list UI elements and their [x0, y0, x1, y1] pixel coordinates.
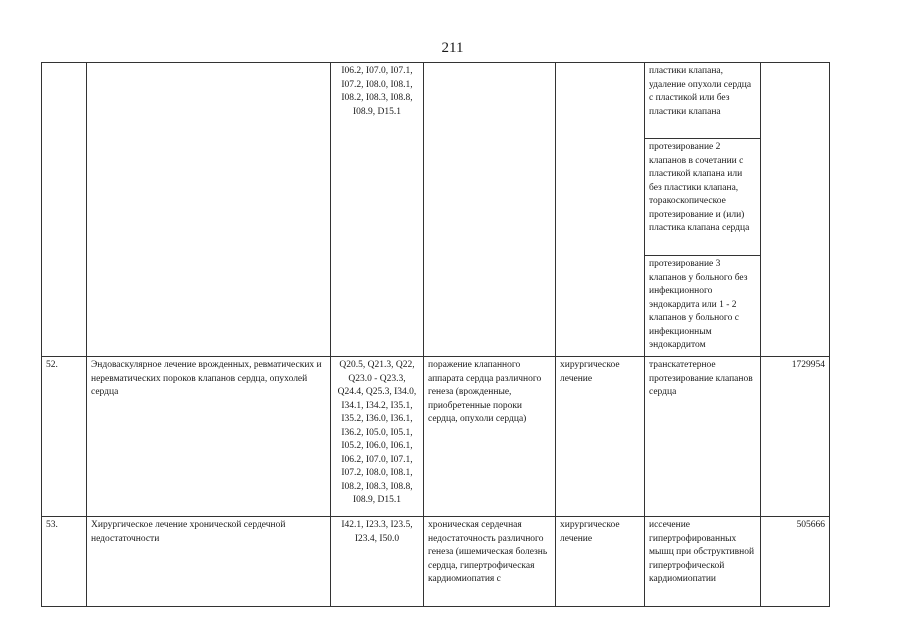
price: 505666 — [761, 517, 830, 607]
price — [761, 63, 830, 357]
care-type-name: Хирургическое лечение хронической сердечной недостаточности — [87, 517, 331, 607]
row-number: 53. — [42, 517, 87, 607]
treatment-method: транскатетерное протезирование клапанов сердца — [645, 357, 761, 517]
treatment-method: протезирование 3 клапанов у больного без инфекционного эндокардита или 1 - 2 клапанов у больного с инфекционным эндокардитом — [645, 256, 761, 357]
treatment-method: иссечение гипертрофированных мышц при обструктивной гипертрофической кардиомиопатии — [645, 517, 761, 607]
treatment-type: хирургическое лечение — [556, 357, 645, 517]
patient-model — [424, 63, 556, 357]
row-number: 52. — [42, 357, 87, 517]
treatment-method: пластики клапана, удаление опухоли сердца с пластикой или без пластики клапана — [645, 63, 761, 139]
table-row — [42, 517, 830, 607]
icd-codes: I06.2, I07.0, I07.1, I07.2, I08.0, I08.1, I08.2, I08.3, I08.8, I08.9, D15.1 — [331, 63, 424, 357]
care-type-name: Эндоваскулярное лечение врожденных, ревматических и неревматических пороков клапанов сердца, опухолей сердца — [87, 357, 331, 517]
row-number — [42, 63, 87, 357]
patient-model: поражение клапанного аппарата сердца различного генеза (врожденные, приобретенные пороки сердца, опухоли сердца) — [424, 357, 556, 517]
table-row — [42, 63, 830, 139]
medical-care-table — [41, 62, 830, 607]
table-row — [42, 357, 830, 517]
treatment-method: протезирование 2 клапанов в сочетании с пластикой клапана или без пластики клапана, торакоскопическое протезирование и (или) пластика клапана сердца — [645, 139, 761, 256]
treatment-type — [556, 63, 645, 357]
care-type-name — [87, 63, 331, 357]
treatment-type: хирургическое лечение — [556, 517, 645, 607]
icd-codes: Q20.5, Q21.3, Q22, Q23.0 - Q23.3, Q24.4, Q25.3, I34.0, I34.1, I34.2, I35.1, I35.2, I36.0, I36.1, I36.2, I05.0, I05.1, I05.2, I06.0, I06.1, I06.2, I07.0, I07.1, I07.2, I08.0, I08.1, I08.2, I08.3, I08.8, I08.9, D15.1 — [331, 357, 424, 517]
patient-model: хроническая сердечная недостаточность различного генеза (ишемическая болезнь сердца, гипертрофическая кардиомиопатия с — [424, 517, 556, 607]
price: 1729954 — [761, 357, 830, 517]
icd-codes: I42.1, I23.3, I23.5, I23.4, I50.0 — [331, 517, 424, 607]
page-number: 211 — [441, 40, 464, 56]
